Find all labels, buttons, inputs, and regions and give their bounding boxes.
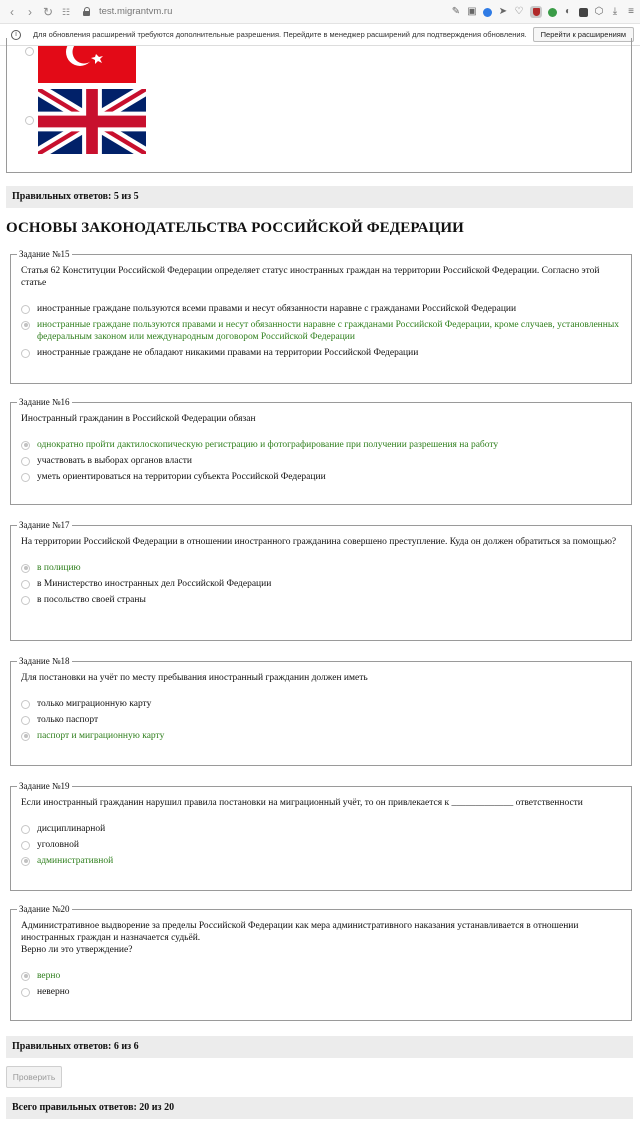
radio-button-checked[interactable] bbox=[21, 321, 30, 330]
radio-button[interactable] bbox=[21, 349, 30, 358]
answer-label[interactable]: однократно пройти дактилоскопическую регистрацию и фотографирование при получении разрешения на работу bbox=[37, 440, 499, 450]
vpn-icon[interactable]: ◐ bbox=[564, 6, 572, 17]
answer-option-correct[interactable] bbox=[21, 970, 621, 982]
task-question: Если иностранный гражданин нарушил правила постановки на миграционный учёт, то он привлекается к _____________ ответственности bbox=[21, 798, 583, 808]
answer-option[interactable] bbox=[21, 986, 621, 998]
task-legend: Задание №16 bbox=[19, 397, 70, 407]
task-legend: Задание №20 bbox=[19, 904, 70, 914]
answer-option[interactable] bbox=[21, 455, 621, 467]
toolbar-icons bbox=[451, 0, 636, 24]
language-question-box bbox=[6, 38, 632, 173]
radio-button[interactable] bbox=[21, 841, 30, 850]
radio-turkey[interactable] bbox=[25, 47, 34, 56]
answer-option[interactable] bbox=[21, 594, 621, 606]
extension-green-icon[interactable] bbox=[548, 8, 557, 17]
radio-button-checked[interactable] bbox=[21, 732, 30, 741]
menu-icon[interactable]: ≡ bbox=[628, 6, 634, 17]
radio-button[interactable] bbox=[21, 457, 30, 466]
forward-icon[interactable]: › bbox=[28, 4, 32, 19]
task-17 bbox=[10, 520, 632, 641]
answer-label[interactable]: только паспорт bbox=[37, 715, 99, 725]
answer-label[interactable]: иностранные граждане пользуются правами и несут обязанности наравне с гражданами Российской Федерации, кроме случаев, установленных федеральным законом или международным договором Российской Федерации bbox=[37, 320, 619, 342]
radio-button[interactable] bbox=[21, 716, 30, 725]
task-18 bbox=[10, 656, 632, 766]
info-message: Для обновления расширений требуются дополнительные разрешения. Перейдите в менеджер расширений для подтверждения обновления. bbox=[33, 30, 527, 39]
task-question: Статья 62 Конституции Российской Федерации определяет статус иностранных граждан на территории Российской Федерации. Согласно этой статье bbox=[21, 266, 600, 288]
answer-label[interactable]: в Министерство иностранных дел Российской Федерации bbox=[37, 579, 272, 589]
answer-option[interactable] bbox=[21, 471, 621, 483]
answer-options bbox=[21, 970, 621, 998]
radio-button[interactable] bbox=[21, 580, 30, 589]
answer-label[interactable]: иностранные граждане не обладают никакими правами на территории Российской Федерации bbox=[37, 348, 419, 358]
answer-option[interactable] bbox=[21, 823, 621, 835]
task-legend: Задание №15 bbox=[19, 249, 70, 259]
shield-icon[interactable] bbox=[530, 6, 542, 18]
answer-label[interactable]: участвовать в выборах органов власти bbox=[37, 456, 192, 466]
task-question bbox=[21, 920, 621, 956]
task-question: Для постановки на учёт по месту пребывания иностранный гражданин должен иметь bbox=[21, 673, 368, 683]
answer-options bbox=[21, 698, 621, 742]
edit-icon[interactable]: ✎ bbox=[451, 6, 461, 17]
radio-button-checked[interactable] bbox=[21, 857, 30, 866]
answer-option-correct[interactable] bbox=[21, 855, 621, 867]
radio-button[interactable] bbox=[21, 305, 30, 314]
answer-option[interactable] bbox=[21, 303, 621, 315]
go-to-extensions-button[interactable]: Перейти к расширениям bbox=[533, 27, 634, 42]
task-question: Иностранный гражданин в Российской Федерации обязан bbox=[21, 414, 256, 424]
answer-label[interactable]: административной bbox=[37, 856, 114, 866]
extension-dark-icon[interactable] bbox=[579, 8, 588, 17]
language-score: Правильных ответов: 5 из 5 bbox=[6, 186, 633, 208]
answer-label[interactable]: неверно bbox=[37, 987, 70, 997]
task-question-line: Верно ли это утверждение? bbox=[21, 945, 133, 955]
answer-option[interactable] bbox=[21, 839, 621, 851]
task-20 bbox=[10, 904, 632, 1021]
answer-option-correct[interactable] bbox=[21, 439, 621, 451]
answer-option-correct[interactable] bbox=[21, 319, 621, 343]
tabs-grid-icon[interactable]: ☷ bbox=[61, 6, 71, 17]
answer-label[interactable]: только миграционную карту bbox=[37, 699, 152, 709]
back-icon[interactable]: ‹ bbox=[10, 4, 14, 19]
answer-label[interactable]: паспорт и миграционную карту bbox=[37, 731, 165, 741]
address-bar[interactable] bbox=[83, 6, 172, 17]
answer-label[interactable]: дисциплинарной bbox=[37, 824, 106, 834]
section-title: ОСНОВЫ ЗАКОНОДАТЕЛЬСТВА РОССИЙСКОЙ ФЕДЕРАЦИИ bbox=[6, 220, 464, 236]
cube-icon[interactable]: ⬡ bbox=[594, 6, 604, 17]
answer-label[interactable]: иностранные граждане пользуются всеми правами и несут обязанности наравне с гражданами Российской Федерации bbox=[37, 304, 517, 314]
radio-uk[interactable] bbox=[25, 116, 34, 125]
task-legend: Задание №19 bbox=[19, 781, 70, 791]
answer-options bbox=[21, 439, 621, 483]
answer-label[interactable]: в полицию bbox=[37, 563, 81, 573]
radio-button-checked[interactable] bbox=[21, 564, 30, 573]
answer-options bbox=[21, 823, 621, 867]
answer-label[interactable]: уметь ориентироваться на территории субъекта Российской Федерации bbox=[37, 472, 326, 482]
answer-label[interactable]: уголовной bbox=[37, 840, 79, 850]
answer-label[interactable]: верно bbox=[37, 971, 61, 981]
answer-option[interactable] bbox=[21, 698, 621, 710]
task-question-line: Административное выдворение за пределы Российской Федерации как мера административного наказания устанавливается в отношении иностранных граждан и назначается судьёй. bbox=[21, 921, 579, 943]
task-legend: Задание №18 bbox=[19, 656, 70, 666]
answer-option-correct[interactable] bbox=[21, 562, 621, 574]
lock-icon bbox=[83, 7, 91, 16]
reload-icon[interactable]: ↻ bbox=[42, 4, 54, 19]
download-icon[interactable]: ⤓ bbox=[612, 6, 618, 17]
task-question: На территории Российской Федерации в отношении иностранного гражданина совершено преступление. Куда он должен обратиться за помощью? bbox=[21, 537, 617, 547]
heart-icon[interactable]: ♡ bbox=[514, 6, 524, 17]
turkey-flag-icon bbox=[38, 46, 136, 83]
browser-toolbar bbox=[0, 0, 640, 24]
task-legend: Задание №17 bbox=[19, 520, 70, 530]
check-button[interactable]: Проверить bbox=[6, 1066, 62, 1088]
radio-button-checked[interactable] bbox=[21, 441, 30, 450]
radio-button[interactable] bbox=[21, 700, 30, 709]
answer-option[interactable] bbox=[21, 347, 621, 359]
total-score: Всего правильных ответов: 20 из 20 bbox=[6, 1097, 633, 1119]
answer-label[interactable]: в посольство своей страны bbox=[37, 595, 146, 605]
task-19 bbox=[10, 781, 632, 891]
url-text[interactable]: test.migrantvm.ru bbox=[99, 6, 173, 17]
extension-blue-icon[interactable] bbox=[483, 8, 492, 17]
answer-options bbox=[21, 303, 621, 359]
uk-flag-icon bbox=[38, 89, 146, 154]
radio-button[interactable] bbox=[21, 825, 30, 834]
radio-button[interactable] bbox=[21, 473, 30, 482]
answer-option[interactable] bbox=[21, 714, 621, 726]
radio-button-checked[interactable] bbox=[21, 972, 30, 981]
task-16 bbox=[10, 397, 632, 505]
info-icon: i bbox=[11, 30, 21, 40]
section-score: Правильных ответов: 6 из 6 bbox=[6, 1036, 633, 1058]
answer-option-correct[interactable] bbox=[21, 730, 621, 742]
task-15 bbox=[10, 249, 632, 384]
answer-options bbox=[21, 562, 621, 606]
answer-option[interactable] bbox=[21, 578, 621, 590]
send-icon[interactable]: ➤ bbox=[498, 6, 508, 17]
radio-button[interactable] bbox=[21, 988, 30, 997]
radio-button[interactable] bbox=[21, 596, 30, 605]
camera-icon[interactable]: ▣ bbox=[467, 6, 477, 17]
